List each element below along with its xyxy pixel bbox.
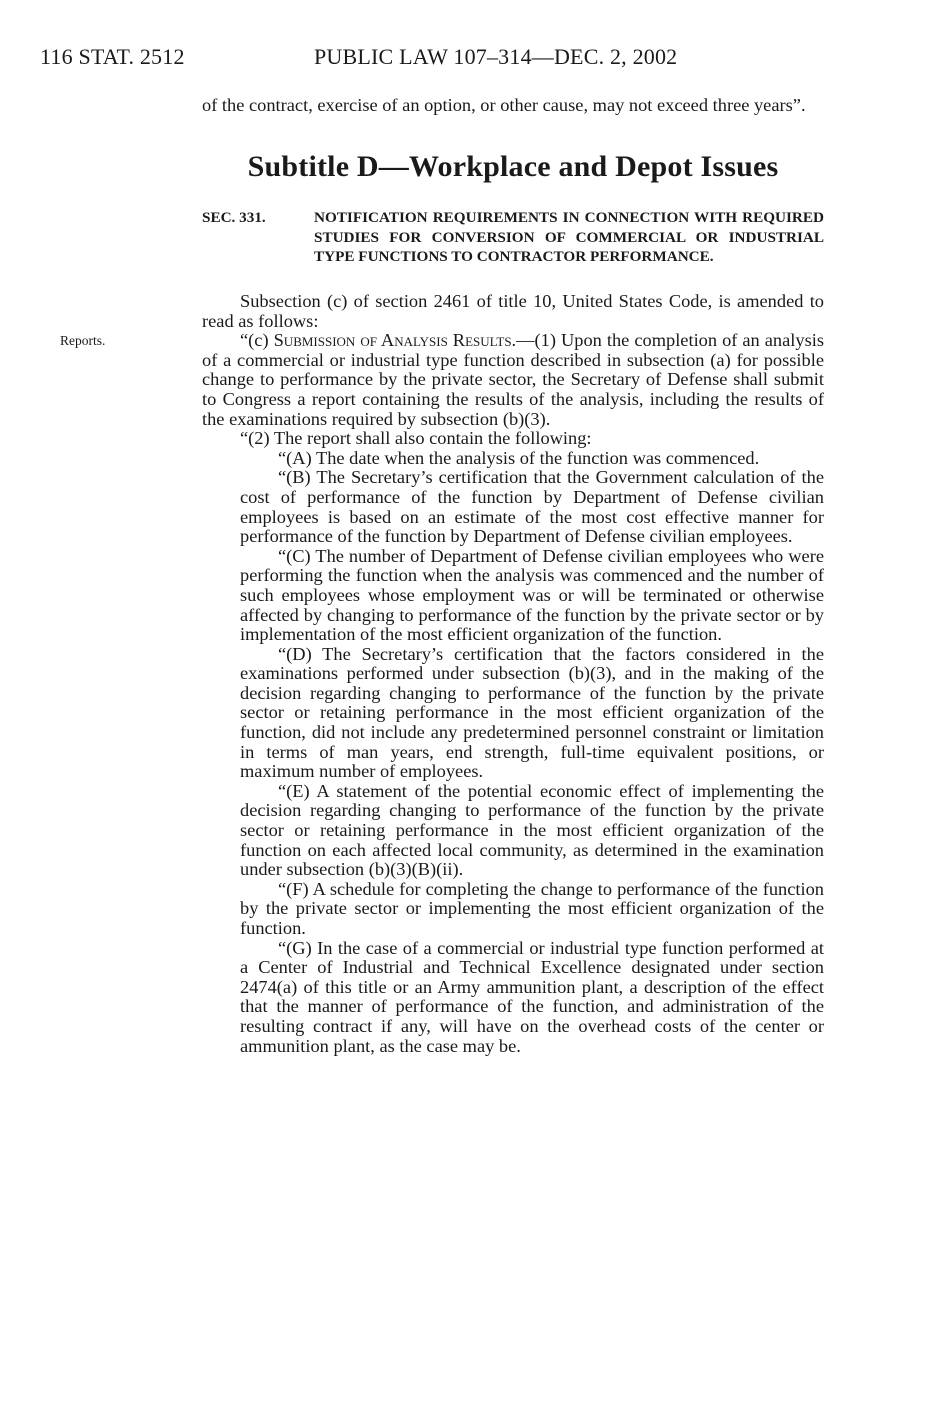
subparagraph-b: “(B) The Secretary’s certification that the Government calculation of the cost of performance of the function by Department of Defense civilian employees is based on an estimate of the most cost effective manner for performance of the function by Department of Defense civilian employees. xyxy=(240,467,824,547)
continuation-text xyxy=(202,96,824,116)
section-heading xyxy=(202,208,824,267)
subsection-c-paragraph xyxy=(202,331,824,429)
subparagraph-a: “(A) The date when the analysis of the function was commenced. xyxy=(278,447,760,468)
subsection-c-heading: Submission of Analysis Results. xyxy=(273,330,517,351)
public-law-reference: PUBLIC LAW 107–314—DEC. 2, 2002 xyxy=(314,44,678,69)
subparagraph-c: “(C) The number of Department of Defense civilian employees who were performing the function when the analysis was commenced and the number of such employees whose employment was or will be terminated or otherwise affected by changing to performance of the function by the private sector or by implementation of the most efficient organization of the function. xyxy=(240,545,824,645)
subparagraph-f: “(F) A schedule for completing the change to performance of the function by the private sector or implementing the most efficient organization of the function. xyxy=(240,878,824,938)
subsection-c-body: —(1) Upon the completion of an analysis of a commercial or industrial type function described in subsection (a) for possible change to performance by the private sector, the Secretary of Defense shall submit to Congress a report containing the results of the analysis, including the results of the examinations required by subsection (b)(3). xyxy=(202,330,825,429)
subparagraph-d: “(D) The Secretary’s certification that the factors considered in the examinations performed under subsection (b)(3), and in the making of the decision regarding changing to performance of the function by the private sector or retaining performance in the most efficient organization of the function, did not include any predetermined personnel constraint or limitation in terms of man years, end strength, full-time equivalent positions, or maximum number of employees. xyxy=(240,643,824,782)
paragraph-2: “(2) The report shall also contain the following: xyxy=(240,428,592,449)
intro-paragraph: Subsection (c) of section 2461 of title 10, United States Code, is amended to read as follows: xyxy=(202,291,824,331)
subsection-c-open: “(c) xyxy=(240,330,274,351)
margin-note: Reports. xyxy=(60,333,106,348)
page-reference: 116 STAT. 2512 xyxy=(40,44,185,69)
section-title: NOTIFICATION REQUIREMENTS IN CONNECTION WITH REQUIRED STUDIES FOR CONVERSION OF COMMERCIAL OR INDUSTRIAL TYPE FUNCTIONS TO CONTRACTOR PERFORMANCE. xyxy=(314,209,824,266)
subparagraph-g: “(G) In the case of a commercial or industrial type function performed at a Center of Industrial and Technical Excellence designated under section 2474(a) of this title or an Army ammunition plant, a description of the effect that the manner of performance of the function, and administration of the resulting contract if any, will have on the overhead costs of the center or ammunition plant, as the case may be. xyxy=(240,937,824,1056)
section-number: SEC. 331. xyxy=(202,209,266,226)
continued-paragraph: of the contract, exercise of an option, or other cause, may not exceed three years”. xyxy=(202,95,806,115)
subparagraph-e: “(E) A statement of the potential economic effect of implementing the decision regarding changing to performance of the function by the private sector or retaining performance in the most efficient organization of the function on each affected local community, as determined in the examination under subsection (b)(3)(B)(ii). xyxy=(240,780,824,880)
subtitle-heading: Subtitle D—Workplace and Depot Issues xyxy=(247,150,779,183)
section-body xyxy=(202,292,824,1056)
